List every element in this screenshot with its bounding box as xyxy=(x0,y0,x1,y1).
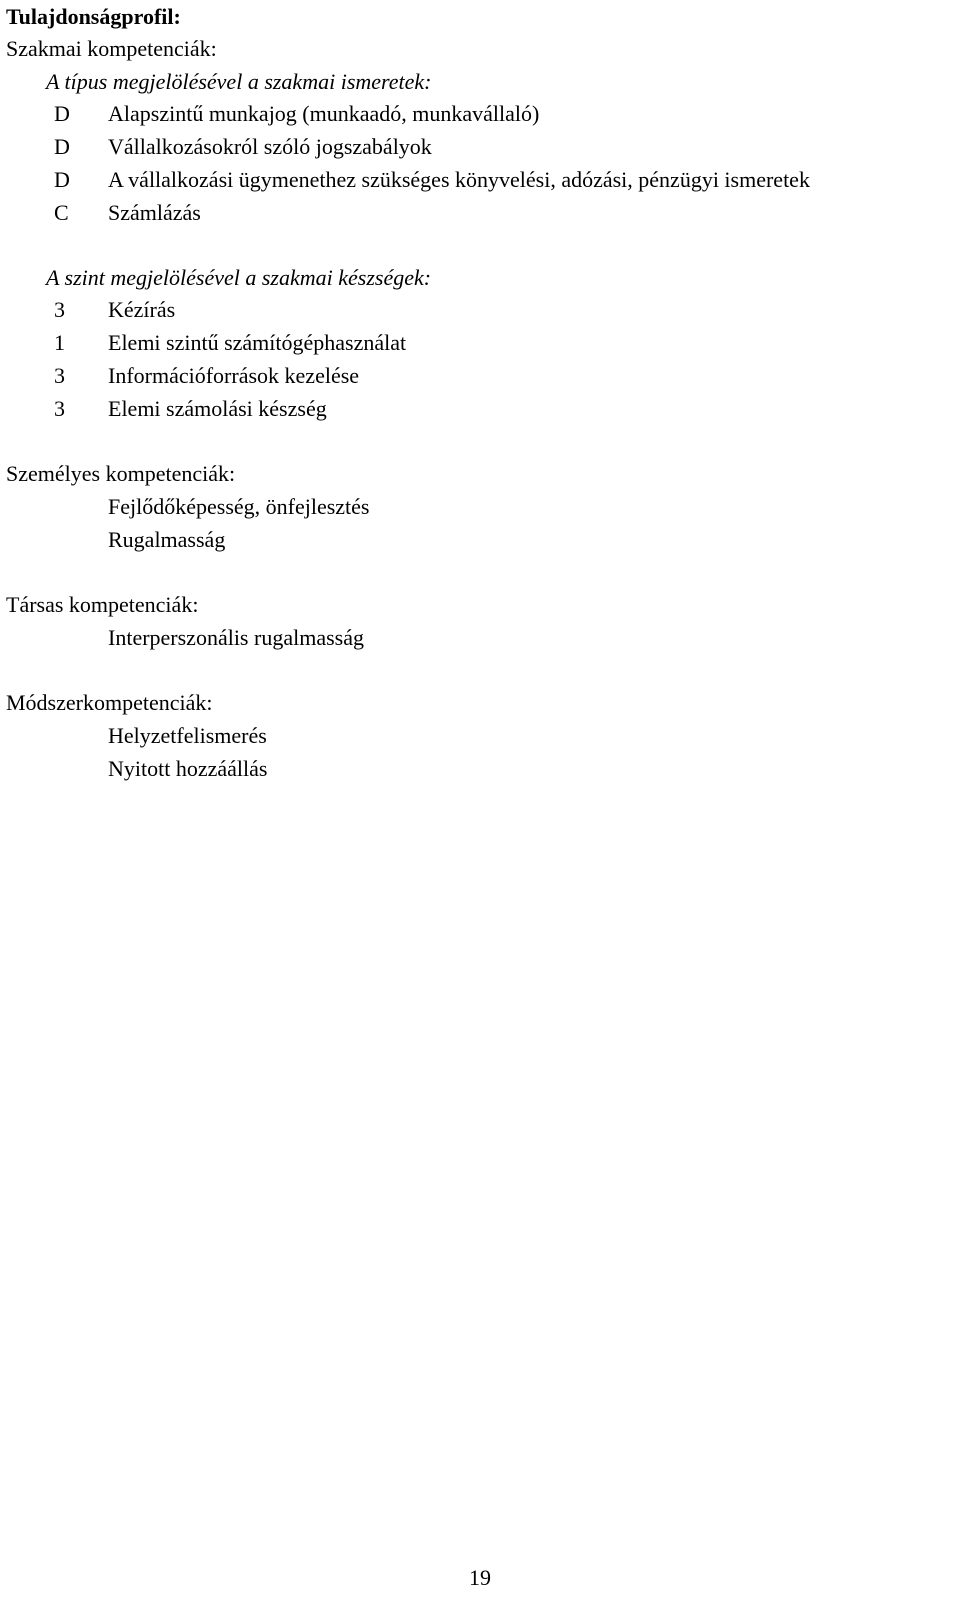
item-text: A vállalkozási ügymenethez szükséges könyvelési, adózási, pénzügyi ismeretek xyxy=(108,167,810,192)
modszer-heading: Módszerkompetenciák: xyxy=(6,690,213,715)
page-number: 19 xyxy=(469,1565,491,1590)
level-code: 3 xyxy=(54,363,65,388)
level-code: 1 xyxy=(54,330,65,355)
page-title: Tulajdonságprofil: xyxy=(6,4,181,29)
type-code: D xyxy=(54,167,70,192)
ismeretek-heading: A típus megjelölésével a szakmai ismeretek: xyxy=(46,69,432,94)
list-item: Rugalmasság xyxy=(108,527,226,552)
item-text: Vállalkozásokról szóló jogszabályok xyxy=(108,134,432,159)
list-item xyxy=(0,363,960,389)
type-code: C xyxy=(54,200,69,225)
szemelyes-heading: Személyes kompetenciák: xyxy=(6,461,236,486)
list-item xyxy=(0,101,960,127)
item-text: Alapszintű munkajog (munkaadó, munkavállaló) xyxy=(108,101,540,126)
keszsegek-heading: A szint megjelölésével a szakmai készségek: xyxy=(46,265,432,290)
item-text: Számlázás xyxy=(108,200,201,225)
type-code: D xyxy=(54,101,70,126)
list-item: Interperszonális rugalmasság xyxy=(108,625,364,650)
list-item xyxy=(0,167,960,193)
list-item: Helyzetfelismerés xyxy=(108,723,267,748)
item-text: Kézírás xyxy=(108,297,176,322)
list-item xyxy=(0,330,960,356)
level-code: 3 xyxy=(54,297,65,322)
list-item xyxy=(0,200,960,226)
list-item xyxy=(0,134,960,160)
list-item xyxy=(0,297,960,323)
type-code: D xyxy=(54,134,70,159)
list-item: Nyitott hozzáállás xyxy=(108,756,268,781)
level-code: 3 xyxy=(54,396,65,421)
item-text: Elemi szintű számítógéphasználat xyxy=(108,330,407,355)
item-text: Elemi számolási készség xyxy=(108,396,327,421)
tarsas-heading: Társas kompetenciák: xyxy=(6,592,199,617)
list-item xyxy=(0,396,960,422)
szakmai-heading: Szakmai kompetenciák: xyxy=(6,36,217,61)
item-text: Információforrások kezelése xyxy=(108,363,360,388)
list-item: Fejlődőképesség, önfejlesztés xyxy=(108,494,370,519)
